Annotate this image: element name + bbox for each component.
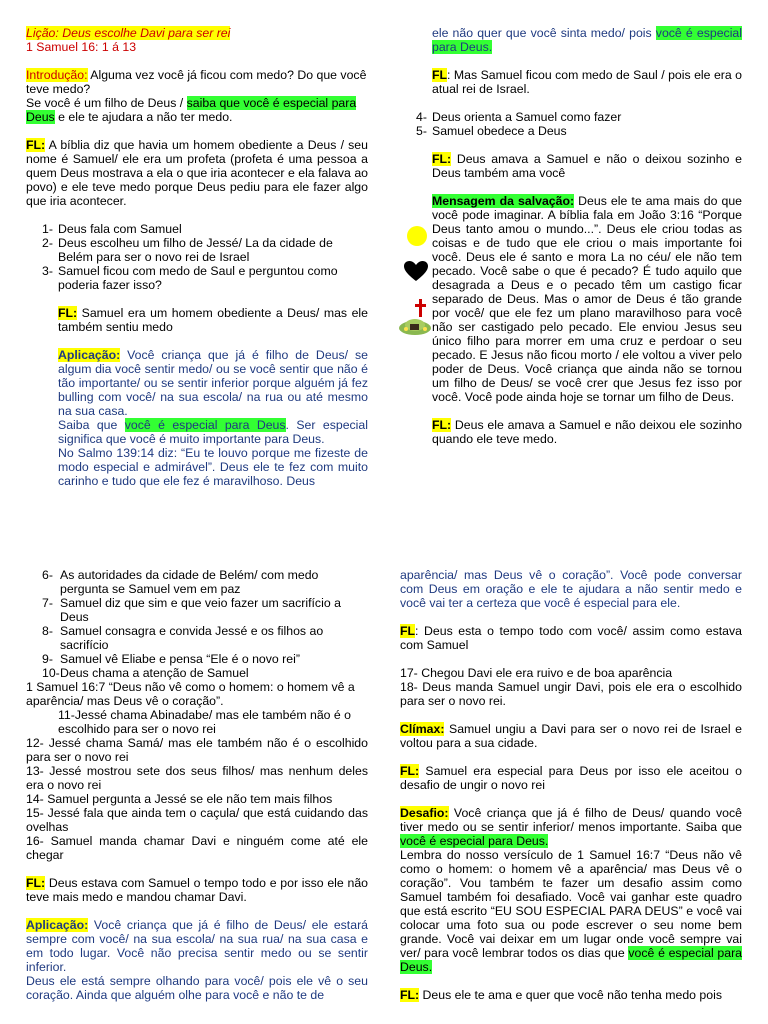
list-item: 16- Samuel manda chamar Davi e ninguém come até ele chegar <box>26 834 368 862</box>
introduction: Introdução: Alguma vez você já ficou com medo? Do que você teve medo? <box>26 68 367 96</box>
cross-hill-icon <box>398 298 432 336</box>
salvation-message: Mensagem da salvação: Deus ele te ama mais do que você pode imaginar. A bíblia fala em João 3:16 “Porque Deus tanto amou o mundo...”. Deus ele criou todas as coisas e de tudo que ele criou o mais importante foi você. Deus ele é santo e mora La no céu/ ele não tem pecado. Você sabe o que é pecado? É tudo aquilo que desagrada a Deus e o pecado têm um castigo ficar separado de Deus. Mas o amor de Deus é tão grande por você/ que ele fez um plano maravilhoso para você não ser castigado pelo pecado. Ele enviou Jesus seu único filho para morrer em uma cruz e perdoar o seu pecado. E Jesus não ficou morto / ele voltou a viver pelo poder de Deus. Você criança que ainda não se tornou um filho de Deus/ se você crer que Jesus fez isso por você. Você pode ainda hoje se tornar um filho de Deus. <box>432 194 742 404</box>
list-item: 12- Jessé chama Samá/ mas ele também não é o escolhido para ser o novo rei <box>26 736 368 764</box>
climax-paragraph: Clímax: Samuel ungiu a Davi para ser o novo rei de Israel e voltou para a sua cidade. <box>400 722 742 750</box>
fl-paragraph-1: FL: Deus esta o tempo todo com você/ assim como estava com Samuel <box>400 624 742 652</box>
list-item: 1- Deus fala com Samuel <box>42 222 182 236</box>
application-paragraph: Aplicação: Você criança que já é filho de Deus/ ele estará sempre com você/ na sua escola/ na sua rua/ na sua casa e em todo lugar. Você não precisa sentir medo ou se sentir inferior. <box>26 918 368 974</box>
list-item: 13- Jessé mostrou sete dos seus filhos/ mas nenhum deles era o novo rei <box>26 764 368 792</box>
list-item: 15- Jessé fala que ainda tem o caçula/ que está cuidando das ovelhas <box>26 806 368 834</box>
top-right-column <box>400 26 742 446</box>
top-left-column <box>26 26 368 488</box>
list-item: 17- Chegou Davi ele era ruivo e de boa aparência <box>400 666 673 680</box>
fl-paragraph-1: FL: Mas Samuel ficou com medo de Saul / pois ele era o atual rei de Israel. <box>432 68 742 96</box>
list-item: 4- Deus orienta a Samuel como fazer <box>416 110 622 124</box>
fl-paragraph: FL: Deus estava com Samuel o tempo todo e por isso ele não teve mais medo e mandou chamar Davi. <box>26 876 368 904</box>
list-item: 8- Samuel consagra e convida Jessé e os filhos ao sacrifício <box>42 624 324 652</box>
list-item: 5- Samuel obedece a Deus <box>416 124 567 138</box>
list-item: 6- As autoridades da cidade de Belém/ com medo pergunta se Samuel vem em paz <box>42 568 319 596</box>
psalm-paragraph: No Salmo 139:14 diz: “Eu te louvo porque me fizeste de modo especial e admirável”. Deus ele te fez com muito carinho e tudo que ele fez é maravilhoso. Deus <box>58 446 368 488</box>
black-heart-icon <box>403 260 429 282</box>
special-paragraph: Saiba que você é especial para Deus. Ser especial significa que você é muito importante para Deus. <box>58 418 368 446</box>
list-item: 10- Deus chama a atenção de Samuel <box>42 666 249 680</box>
lesson-reference: 1 Samuel 16: 1 á 13 <box>26 40 137 54</box>
application-paragraph-2: Deus ele está sempre olhando para você/ pois ele vê o seu coração. Ainda que alguém olhe para você e não te de <box>26 974 368 1002</box>
yellow-sun-icon <box>405 224 429 248</box>
verse-text: 1 Samuel 16:7 “Deus não vê como o homem: o homem vê a aparência/ mas Deus vê o coração”. <box>26 680 355 708</box>
lesson-title: Lição: Deus escolhe Davi para ser rei <box>26 26 231 40</box>
reminder-paragraph: Lembra do nosso versículo de 1 Samuel 16:7 “Deus não vê como o homem: o homem vê a aparência/ mas Deus vê o coração”. Vou também te fazer um desafio assim como Samuel também foi desafiado. Você vai ganhar este quadro que está escrito “EU SOU ESPECIAL PARA DEUS” e você vai colocar uma foto sua ou pode escrever o seu nome bem grande. Você vai deixar em um lugar onde você sempre vai ver/ para você lembrar todos os dias que você é especial para Deus. <box>400 848 743 974</box>
list-item: 14- Samuel pergunta a Jessé se ele não tem mais filhos <box>26 792 333 806</box>
introduction-line2: Se você é um filho de Deus / saiba que você é especial para Deus e ele te ajudara a não ter medo. <box>26 96 357 124</box>
fl-paragraph-3: FL: Deus ele amava a Samuel e não deixou ele sozinho quando ele teve medo. <box>432 418 742 446</box>
list-item: 7- Samuel diz que sim e que veio fazer um sacrifício a Deus <box>42 596 341 624</box>
fl-paragraph-2: FL: Deus amava a Samuel e não o deixou sozinho e Deus também ama você <box>432 152 742 180</box>
list-item: 2- Deus escolheu um filho de Jessé/ La da cidade de Belém para ser o novo rei de Israel <box>42 236 333 264</box>
challenge-paragraph: Desafio: Você criança que já é filho de Deus/ quando você tiver medo ou se sentir inferior/ menos importante. Saiba que você é especial para Deus. <box>400 806 742 848</box>
list-item: 11-Jessé chama Abinadabe/ mas ele também não é o escolhido para ser o novo rei <box>58 708 352 736</box>
application-paragraph: Aplicação: Você criança que já é filho de Deus/ se algum dia você sentir medo/ ou se você sentir que não é tão importante/ ou se sentir inferior porque alguém já fez bulling com você/ na sua escola/ na rua ou até mesmo na sua casa. <box>58 348 368 418</box>
fl-paragraph-2: FL: Samuel era um homem obediente a Deus/ mas ele também sentiu medo <box>58 306 368 334</box>
fl-paragraph-1: FL: A bíblia diz que havia um homem obediente a Deus / seu nome é Samuel/ ele era um profeta (profeta é uma pessoa a quem Deus mostrava a ela o que iria acontecer e ela falava ao povo) e ele teve medo porque Deus pediu para ele fazer algo que iria acontecer. <box>26 138 368 208</box>
list-item: 9- Samuel vê Eliabe e pensa “Ele é o novo rei” <box>42 652 300 666</box>
continuation-paragraph: ele não quer que você sinta medo/ pois você é especial para Deus. <box>432 26 742 54</box>
bottom-left-column <box>26 568 368 1002</box>
list-item: 3- Samuel ficou com medo de Saul e perguntou como poderia fazer isso? <box>42 264 338 292</box>
list-item: 18- Deus manda Samuel ungir Davi, pois ele era o escolhido para ser o novo rei. <box>400 680 742 708</box>
continuation-paragraph: aparência/ mas Deus vê o coração”. Você pode conversar com Deus em oração e ele te ajudara a não sentir medo e você vai ter a certeza que você é especial para ele. <box>400 568 742 610</box>
fl-paragraph-2: FL: Samuel era especial para Deus por isso ele aceitou o desafio de ungir o novo rei <box>400 764 742 792</box>
fl-paragraph-3: FL: Deus ele te ama e quer que você não tenha medo pois <box>400 988 722 1002</box>
bottom-right-column <box>400 568 742 1002</box>
